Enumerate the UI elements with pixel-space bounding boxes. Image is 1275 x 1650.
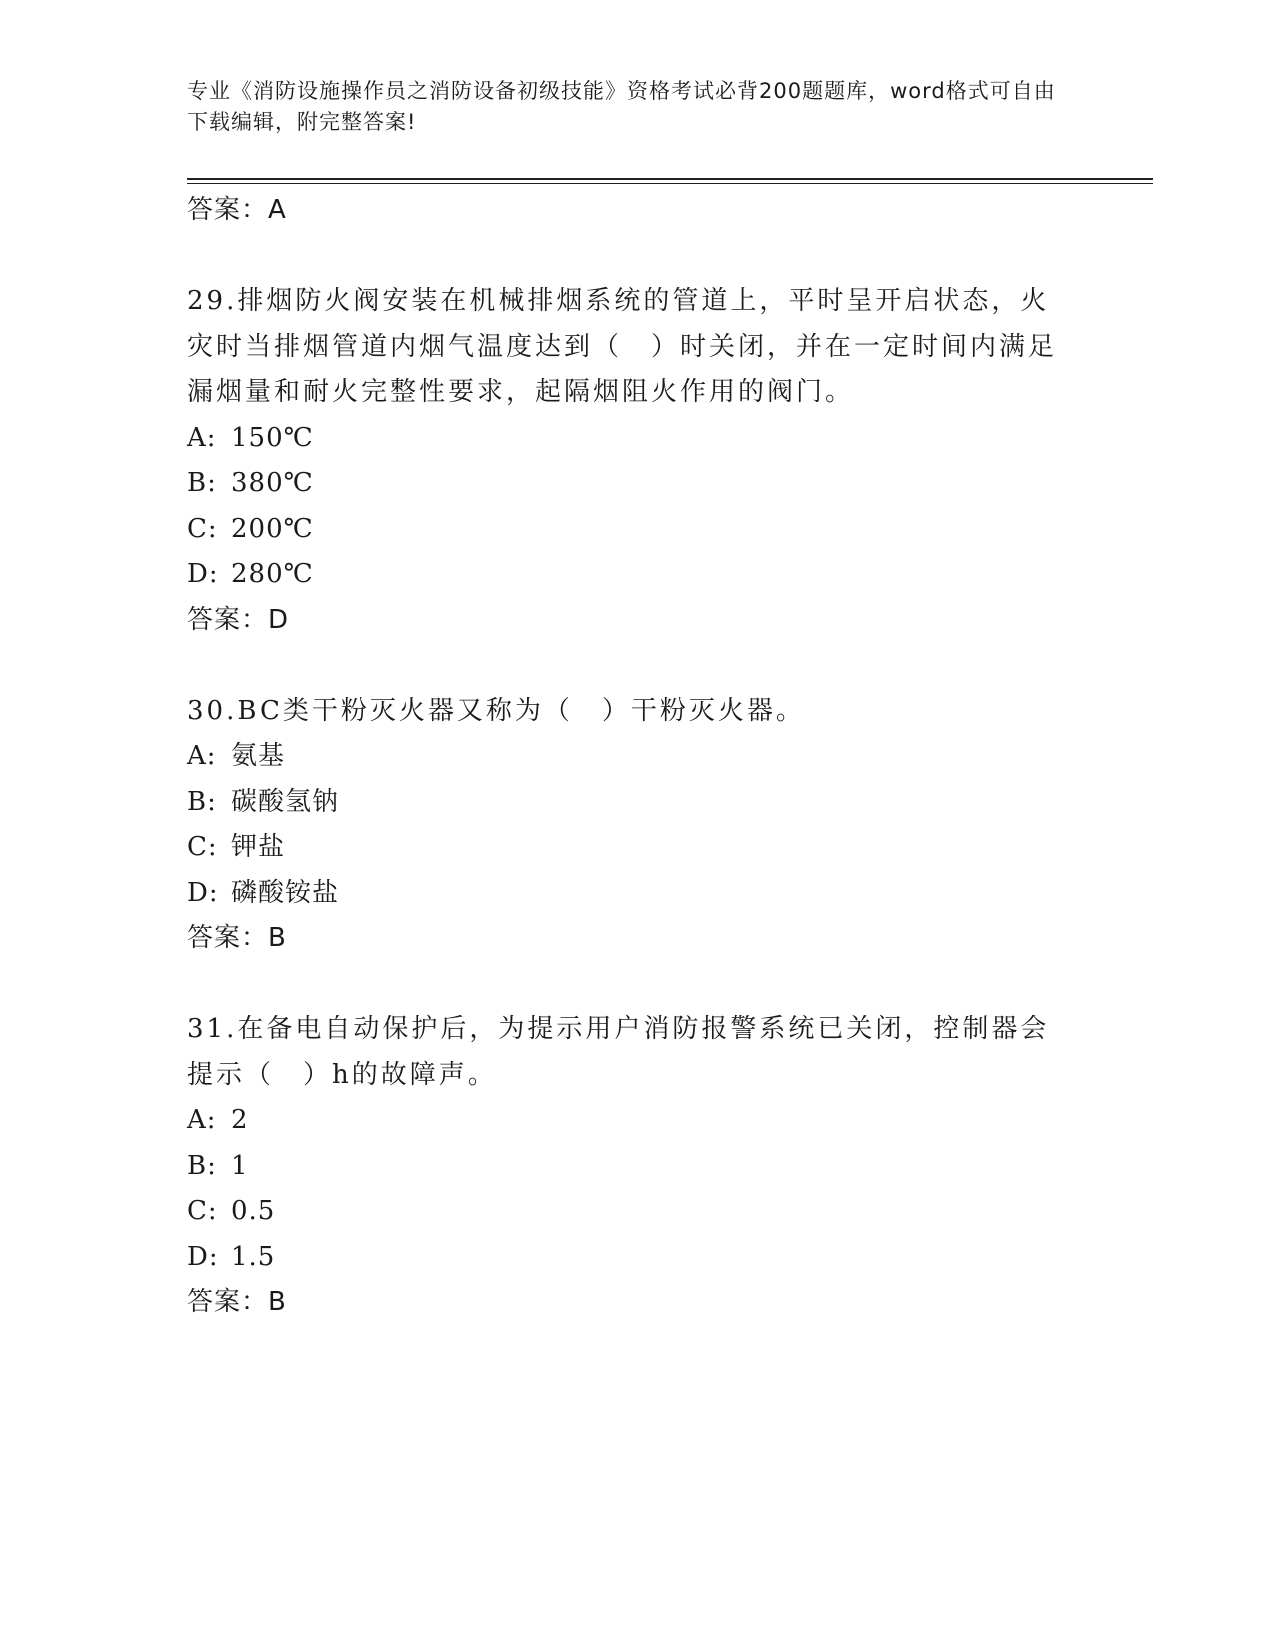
answer-line: 答案：B [187, 1287, 287, 1317]
question-text: 30.BC类干粉灭火器又称为（ ）干粉灭火器。 [187, 695, 805, 726]
option-key: D: [187, 559, 219, 589]
header-rule-thin [187, 183, 1153, 184]
option-value: 磷酸铵盐 [231, 877, 340, 908]
option-key: C: [187, 832, 218, 862]
option-value: 1.5 [231, 1241, 276, 1272]
answer-line: 答案：A [187, 195, 287, 225]
question-list [187, 188, 1087, 1325]
option-value: 碳酸氢钠 [231, 786, 340, 817]
option-a [187, 1098, 1087, 1144]
option-value: 150℃ [231, 422, 314, 453]
question-text: 29.排烟防火阀安装在机械排烟系统的管道上，平时呈开启状态，火灾时当排烟管道内烟气温度达到（ ）时关闭，并在一定时间内满足漏烟量和耐火完整性要求，起隔烟阻火作用的阀门。 [187, 286, 1058, 407]
option-d [187, 552, 1087, 598]
option-b [187, 1144, 1087, 1190]
option-a [187, 416, 1087, 462]
option-key: A: [187, 741, 217, 771]
page-header: 专业《消防设施操作员之消防设备初级技能》资格考试必背200题题库，word格式可自由下载编辑，附完整答案! [187, 79, 1056, 134]
option-a [187, 734, 1087, 780]
option-c [187, 1189, 1087, 1235]
option-value: 380℃ [231, 468, 314, 498]
option-d [187, 871, 1087, 917]
option-value: 2 [231, 1105, 249, 1135]
option-key: D: [187, 1241, 219, 1272]
option-key: C: [187, 1196, 218, 1226]
header-rule-thick [187, 178, 1153, 180]
option-b [187, 461, 1087, 507]
option-key: B: [187, 468, 217, 498]
option-value: 氨基 [231, 741, 286, 771]
option-value: 280℃ [231, 559, 314, 589]
option-value: 200℃ [231, 513, 314, 544]
option-key: D: [187, 877, 219, 908]
question-text: 31.在备电自动保护后，为提示用户消防报警系统已关闭，控制器会提示（ ）h的故障声。 [187, 1014, 1050, 1090]
option-value: 钾盐 [231, 832, 286, 862]
spacer [187, 961, 1087, 1007]
option-key: C: [187, 513, 218, 544]
spacer [187, 233, 1087, 279]
option-b [187, 780, 1087, 826]
option-key: A: [187, 1105, 217, 1135]
spacer [187, 643, 1087, 689]
option-c [187, 507, 1087, 553]
option-key: B: [187, 1150, 217, 1181]
answer-line: 答案：D [187, 604, 290, 635]
answer-line: 答案：B [187, 923, 287, 953]
option-value: 1 [231, 1150, 249, 1181]
option-d [187, 1235, 1087, 1281]
option-key: A: [187, 422, 217, 453]
option-c [187, 825, 1087, 871]
option-key: B: [187, 786, 217, 817]
option-value: 0.5 [231, 1196, 276, 1226]
